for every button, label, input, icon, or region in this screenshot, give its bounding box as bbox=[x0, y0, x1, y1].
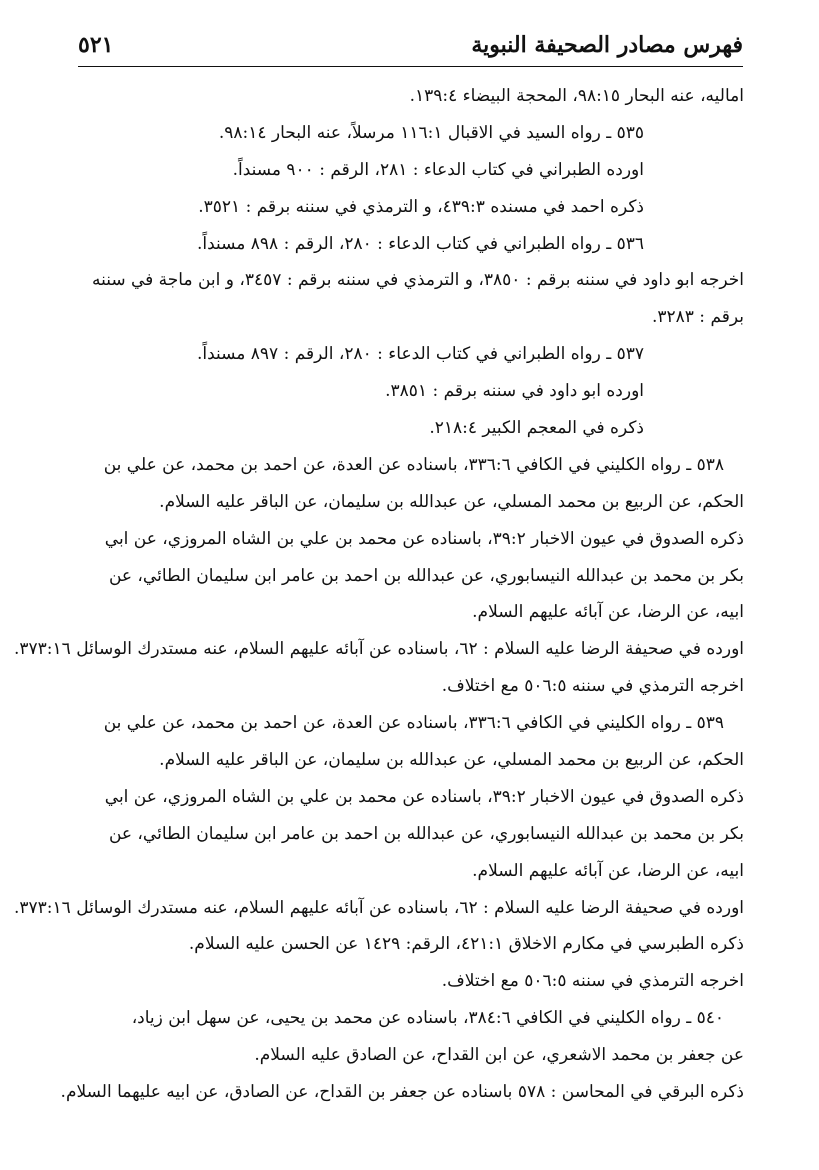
text-line: بكر بن محمد بن عبدالله النيسابوري، عن عبدالله بن احمد بن عامر ابن سليمان الطائي، عن bbox=[108, 823, 744, 844]
page-header bbox=[78, 26, 743, 67]
text-line: اورده الطبراني في كتاب الدعاء : ٢٨١، الرقم : ٩٠٠ مسنداً. bbox=[232, 159, 644, 180]
text-line: ٥٣٧ ـ رواه الطبراني في كتاب الدعاء : ٢٨٠، الرقم : ٨٩٧ مسنداً. bbox=[196, 344, 644, 365]
text-line: اخرجه ابو داود في سننه برقم : ٣٨٥٠، و الترمذي في سننه برقم : ٣٤٥٧، و ابن ماجة في سننه bbox=[91, 270, 744, 291]
text-line: ذكره الصدوق في عيون الاخبار ٣٩:٢، باسناده عن محمد بن علي بن الشاه المروزي، عن ابي bbox=[104, 786, 744, 807]
text-line: اورده ابو داود في سننه برقم : ٣٨٥١. bbox=[385, 381, 644, 402]
text-line: اورده في صحيفة الرضا عليه السلام : ٦٢، باسناده عن آبائه عليهم السلام، عنه مستدرك الوسائل ٣٧٣:١٦. bbox=[14, 897, 744, 918]
text-line: ٥٣٦ ـ رواه الطبراني في كتاب الدعاء : ٢٨٠، الرقم : ٨٩٨ مسنداً. bbox=[196, 233, 644, 254]
text-line: ابيه، عن الرضا، عن آبائه عليهم السلام. bbox=[472, 860, 744, 881]
text-line: ٥٣٨ ـ رواه الكليني في الكافي ٣٣٦:٦، باسناده عن العدة، عن احمد بن محمد، عن علي بن bbox=[103, 454, 724, 475]
text-line: الحكم، عن الربيع بن محمد المسلي، عن عبدالله بن سليمان، عن الباقر عليه السلام. bbox=[159, 750, 744, 771]
running-title: فهرس مصادر الصحيفة النبوية bbox=[471, 32, 743, 58]
text-line: برقم : ٣٢٨٣. bbox=[651, 307, 744, 328]
text-line: اخرجه الترمذي في سننه ٥٠٦:٥ مع اختلاف. bbox=[441, 971, 744, 992]
text-line: ٥٣٥ ـ رواه السيد في الاقبال ١١٦:١ مرسلاً، عنه البحار ٩٨:١٤. bbox=[218, 122, 644, 143]
text-line: ذكره الصدوق في عيون الاخبار ٣٩:٢، باسناده عن محمد بن علي بن الشاه المروزي، عن ابي bbox=[104, 528, 744, 549]
text-line: ذكره في المعجم الكبير ٢١٨:٤. bbox=[429, 418, 644, 439]
page-number: ٥٢١ bbox=[78, 32, 114, 58]
text-line: اخرجه الترمذي في سننه ٥٠٦:٥ مع اختلاف. bbox=[441, 676, 744, 697]
text-line: الحكم، عن الربيع بن محمد المسلي، عن عبدالله بن سليمان، عن الباقر عليه السلام. bbox=[159, 491, 744, 512]
text-line: ٥٤٠ ـ رواه الكليني في الكافي ٣٨٤:٦، باسناده عن محمد بن يحيى، عن سهل ابن زياد، bbox=[131, 1008, 724, 1029]
text-line: ذكره البرقي في المحاسن : ٥٧٨ باسناده عن جعفر بن القداح، عن الصادق، عن ابيه عليهما السلام. bbox=[60, 1082, 744, 1103]
text-line: ابيه، عن الرضا، عن آبائه عليهم السلام. bbox=[472, 602, 744, 623]
text-line: ذكره احمد في مسنده ٤٣٩:٣، و الترمذي في سننه برقم : ٣٥٢١. bbox=[198, 196, 644, 217]
text-line: ٥٣٩ ـ رواه الكليني في الكافي ٣٣٦:٦، باسناده عن العدة، عن احمد بن محمد، عن علي بن bbox=[103, 713, 724, 734]
text-line: بكر بن محمد بن عبدالله النيسابوري، عن عبدالله بن احمد بن عامر ابن سليمان الطائي، عن bbox=[108, 565, 744, 586]
text-line: اماليه، عنه البحار ٩٨:١٥، المحجة البيضاء ١٣٩:٤. bbox=[409, 86, 744, 106]
text-line: عن جعفر بن محمد الاشعري، عن ابن القداح، عن الصادق عليه السلام. bbox=[254, 1045, 744, 1066]
text-body bbox=[14, 78, 744, 1111]
text-line: اورده في صحيفة الرضا عليه السلام : ٦٢، باسناده عن آبائه عليهم السلام، عنه مستدرك الوسائل ٣٧٣:١٦. bbox=[14, 639, 744, 660]
text-line: ذكره الطبرسي في مكارم الاخلاق ٤٢١:١، الرقم: ١٤٢٩ عن الحسن عليه السلام. bbox=[188, 934, 744, 955]
